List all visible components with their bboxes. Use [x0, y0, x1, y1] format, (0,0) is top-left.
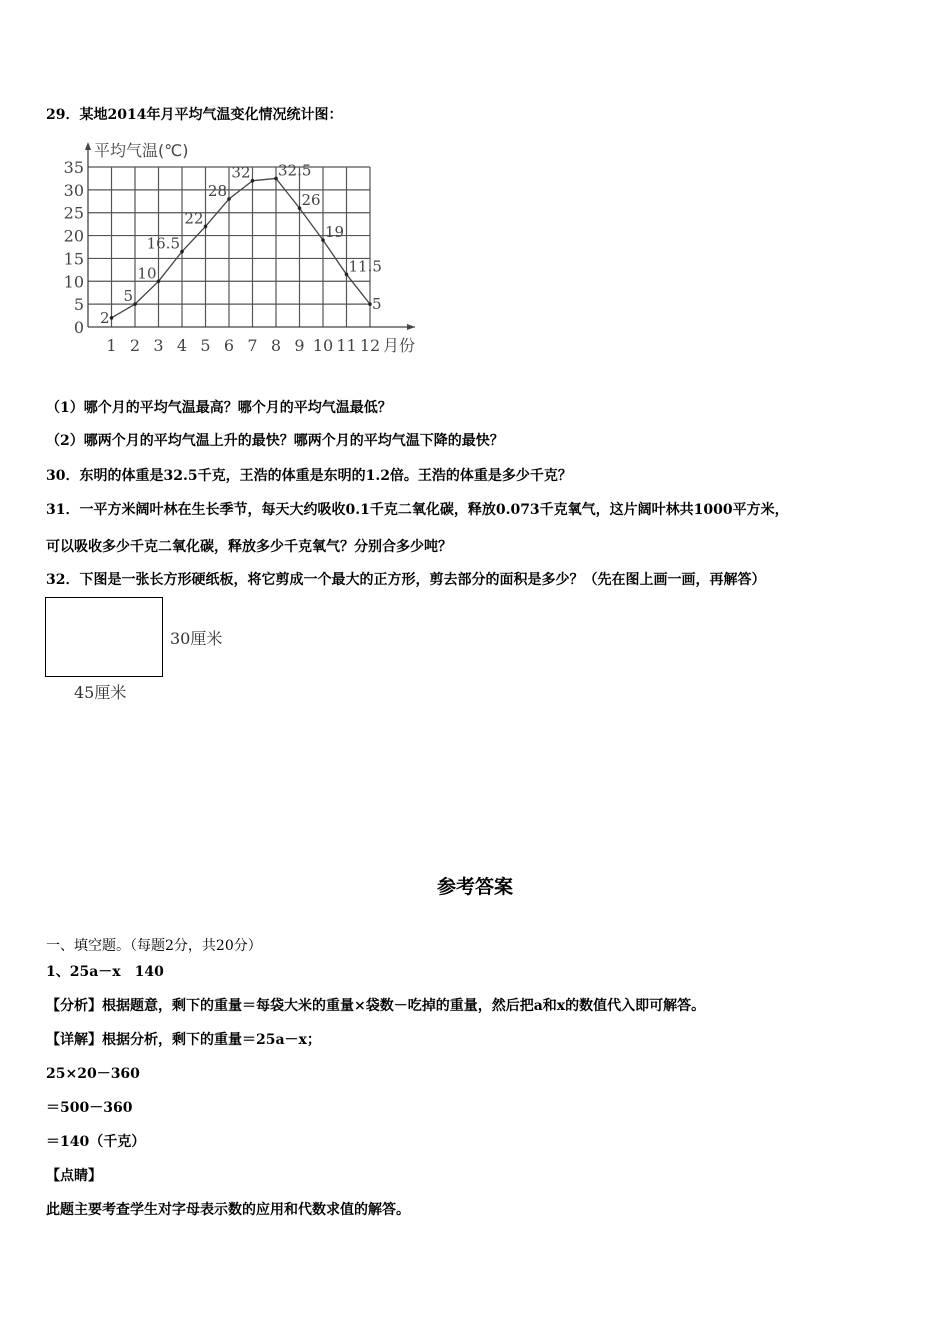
data-point — [180, 250, 184, 254]
q30: 30．东明的体重是32.5千克，王浩的体重是东明的1.2倍。王浩的体重是多少千克？ — [46, 468, 572, 484]
q29-sub1: （1）哪个月的平均气温最高？哪个月的平均气温最低？ — [46, 400, 392, 416]
x-tick-label: 4 — [176, 336, 188, 355]
q32: 32．下图是一张长方形硬纸板，将它剪成一个最大的正方形，剪去部分的面积是多少？（先在图上画一画，再解答） — [46, 572, 766, 588]
comment-label: 【点睛】 — [46, 1168, 102, 1184]
data-label: 2 — [99, 308, 110, 327]
x-tick-label: 5 — [200, 336, 211, 355]
data-label: 32.5 — [278, 161, 312, 180]
analysis: 【分析】根据题意，剩下的重量＝每袋大米的重量×袋数－吃掉的重量，然后把a和x的数值代入即可解答。 — [46, 998, 706, 1014]
x-tick-label: 10 — [312, 336, 334, 355]
x-axis-title: 月份 — [383, 336, 416, 355]
rectangle-cardboard — [45, 597, 163, 677]
q29-sub2: （2）哪两个月的平均气温上升的最快？哪两个月的平均气温下降的最快？ — [46, 433, 504, 449]
y-axis-title: 平均气温(℃) — [94, 141, 189, 160]
data-label: 22 — [184, 209, 204, 228]
detail: 【详解】根据分析，剩下的重量＝25a－x； — [46, 1032, 321, 1048]
x-tick-label: 12 — [359, 336, 381, 355]
x-tick-label: 11 — [336, 336, 357, 355]
q29-title: 29．某地2014年月平均气温变化情况统计图： — [46, 107, 343, 123]
y-tick-label: 20 — [63, 226, 84, 246]
data-label: 10 — [137, 264, 157, 283]
data-point — [204, 225, 208, 229]
data-point — [251, 179, 255, 183]
data-label: 26 — [301, 191, 321, 210]
y-tick-label: 15 — [63, 249, 84, 269]
y-tick-label: 25 — [63, 203, 84, 223]
data-point — [227, 197, 231, 201]
x-axis-arrow — [407, 324, 415, 330]
data-label: 5 — [372, 295, 382, 314]
x-tick-label: 6 — [223, 336, 235, 355]
data-point — [133, 302, 137, 306]
x-tick-label: 2 — [129, 336, 141, 355]
x-tick-label: 3 — [153, 336, 164, 355]
data-label: 19 — [325, 223, 345, 242]
q31-line1: 31．一平方米阔叶林在生长季节，每天大约吸收0.1千克二氧化碳，释放0.073千克氧气，这片阔叶林共1000平方米， — [46, 502, 789, 518]
data-label: 5 — [123, 287, 133, 306]
answers-section: 一、填空题。（每题2分，共20分） — [46, 938, 262, 954]
y-tick-label: 30 — [63, 180, 84, 200]
comment: 此题主要考查学生对字母表示数的应用和代数求值的解答。 — [46, 1202, 410, 1218]
data-label: 28 — [207, 182, 227, 200]
y-tick-label: 10 — [63, 272, 84, 292]
x-tick-label: 9 — [294, 336, 305, 355]
x-tick-label: 8 — [270, 336, 282, 355]
y-axis-arrow — [85, 142, 91, 150]
data-point — [157, 279, 161, 283]
step-1: 25×20－360 — [46, 1066, 140, 1082]
temperature-line-chart — [40, 130, 440, 360]
y-tick-label: 0 — [73, 318, 84, 337]
data-label: 16.5 — [146, 234, 180, 253]
data-point — [110, 316, 114, 320]
answers-title: 参考答案 — [436, 876, 513, 898]
height-label: 30厘米 — [170, 629, 223, 648]
q31-line2: 可以吸收多少千克二氧化碳，释放多少千克氧气？分别合多少吨？ — [46, 539, 452, 555]
width-label: 45厘米 — [74, 683, 127, 702]
step-2: ＝500－360 — [46, 1100, 133, 1116]
data-label: 11.5 — [348, 257, 382, 276]
x-tick-label: 1 — [106, 336, 117, 355]
answer-1: 1、25a－x 140 — [46, 964, 164, 980]
y-tick-label: 5 — [73, 295, 84, 315]
step-3: ＝140（千克） — [46, 1134, 146, 1150]
y-tick-label: 35 — [63, 158, 84, 177]
data-label: 32 — [231, 163, 251, 182]
x-tick-label: 7 — [247, 336, 258, 355]
